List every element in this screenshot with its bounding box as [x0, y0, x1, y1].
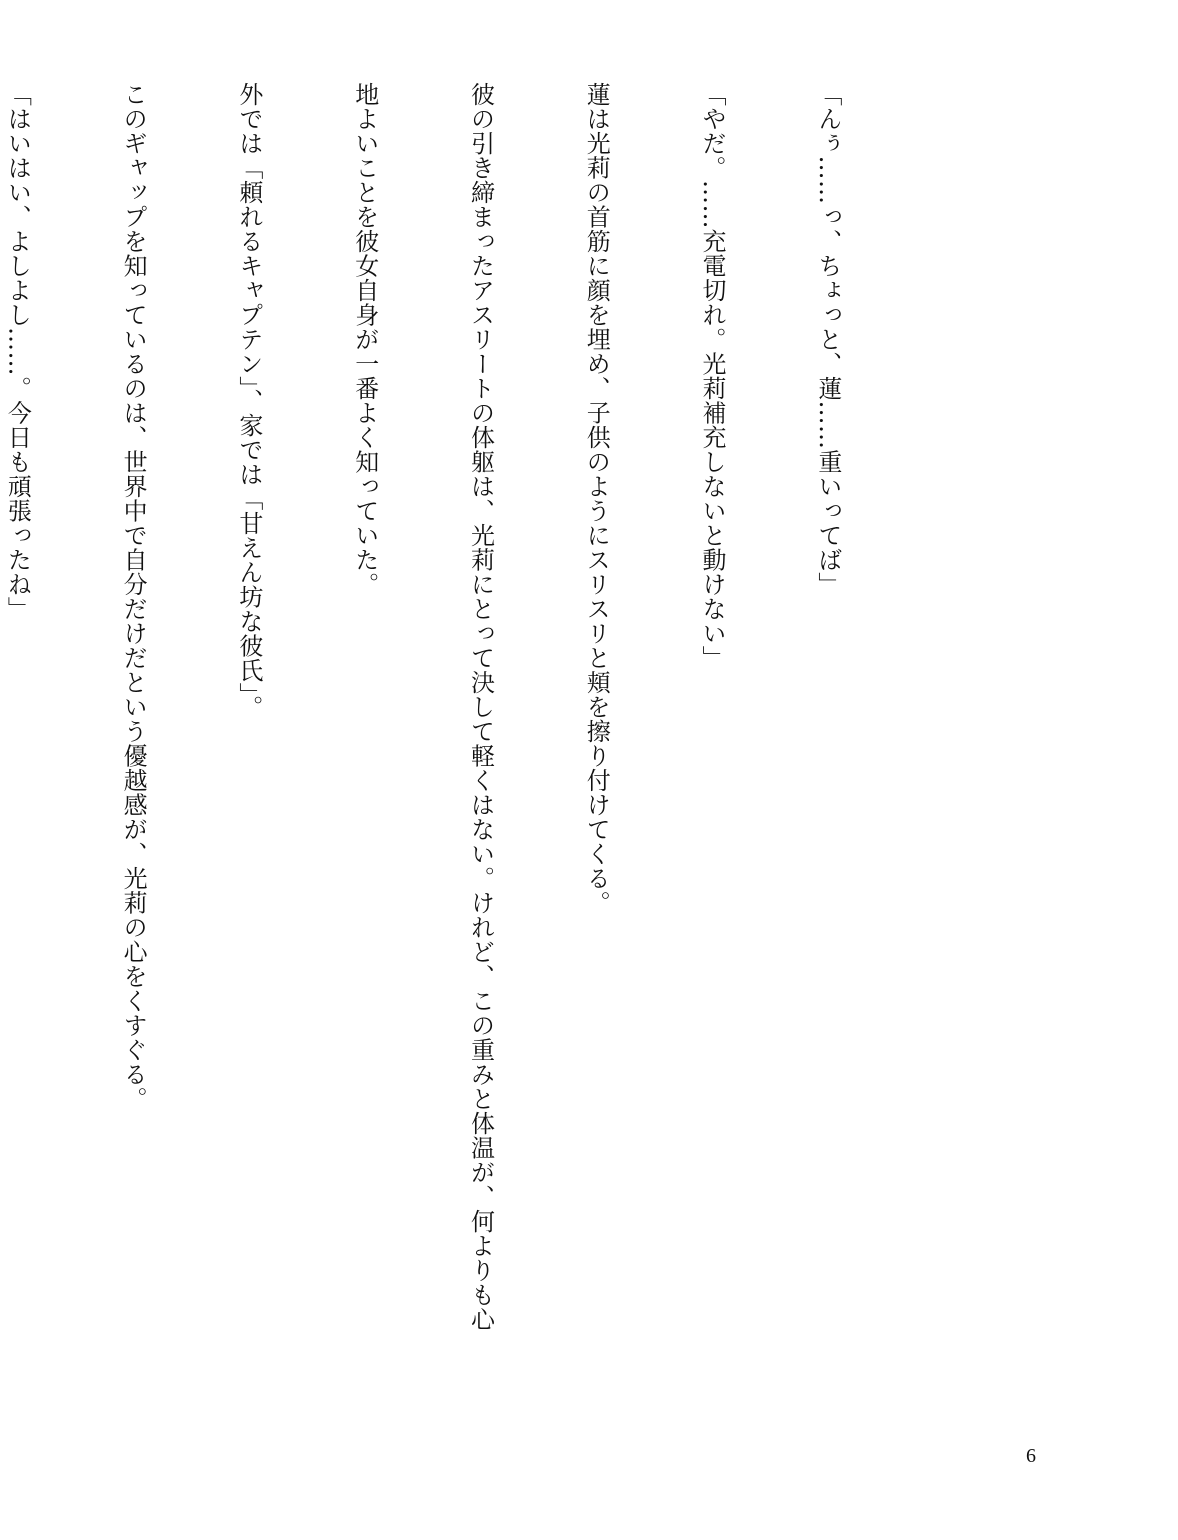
text-line: 彼の引き締まったアスリートの体躯は、光莉にとって決して軽くはない。けれど、この重みと体温が、何よりも心: [466, 82, 495, 1332]
text-line: 「はいはい、よしよし……。今日も頑張ったね」: [3, 82, 32, 621]
text-line: 蓮は光莉の首筋に顔を埋め、子供のようにスリスリと頬を擦り付けてくる。: [582, 82, 611, 915]
text-line: 「んぅ……っ、ちょっと、蓮……重いってば」: [813, 82, 842, 597]
text-line: 「やだ。……充電切れ。光莉補充しないと動けない」: [698, 82, 727, 670]
text-line: 地よいことを彼女自身が一番よく知っていた。: [350, 82, 379, 597]
page-number: 6: [1026, 1445, 1036, 1467]
text-line: このギャップを知っているのは、世界中で自分だけだという優越感が、光莉の心をくすぐる。: [119, 82, 148, 1111]
vertical-text-body: [0, 82, 924, 1452]
text-line: 外では「頼れるキャプテン」、家では「甘えん坊な彼氏」。: [234, 82, 263, 720]
